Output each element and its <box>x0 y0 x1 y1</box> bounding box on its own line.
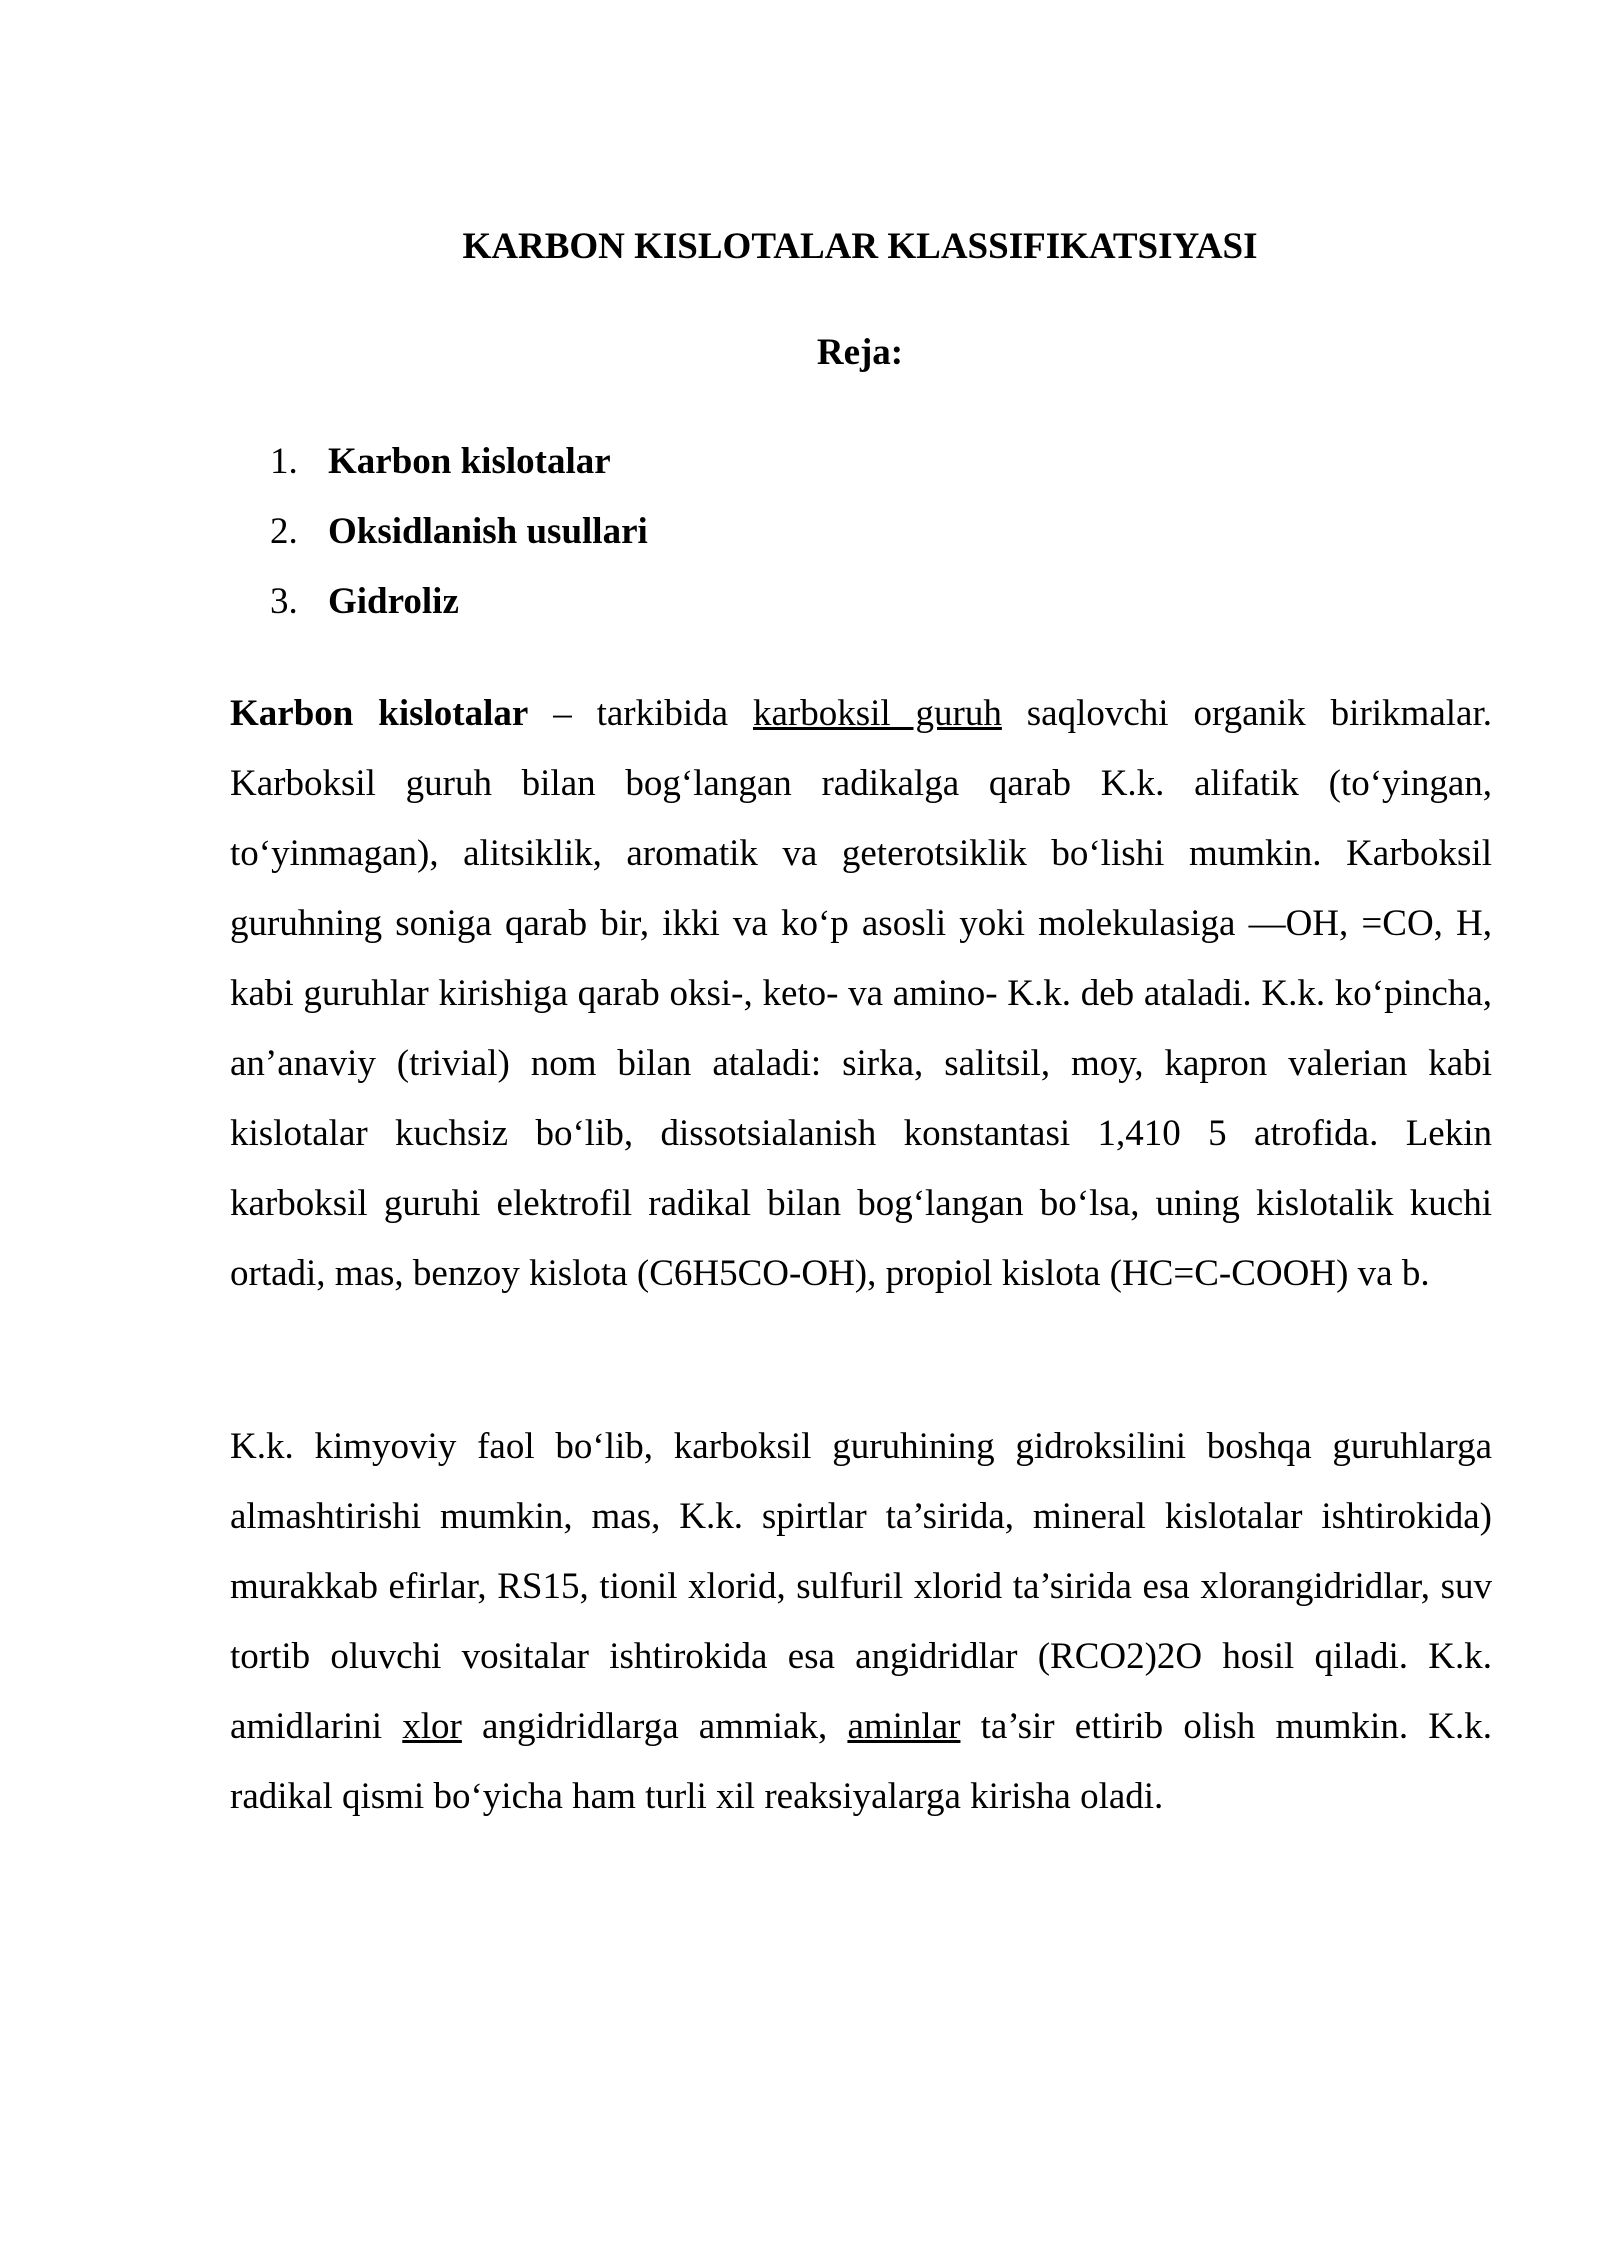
plan-item-label: Karbon kislotalar <box>328 441 611 482</box>
link-karboksil-guruh[interactable]: karboksil guruh <box>752 693 1002 734</box>
paragraph-text: angidridlarga ammiak, <box>461 1706 848 1747</box>
plan-list <box>270 427 648 637</box>
plan-item-label: Oksidlanish usullari <box>328 511 648 552</box>
paragraph-text: saqlovchi organik birikmalar. Karboksil guruh bilan bog‘langan radikalga qarab K.k. alifatik (to‘yingan, to‘yinmagan), alitsiklik, aromatik va geterotsiklik bo‘lishi mumkin. Karboksil guruhning soniga qarab bir, ikki va ko‘p asosli yoki molekulasiga —OH, =CO, H, kabi guruhlar kirishiga qarab oksi-, keto- va amino- K.k. deb ataladi. K.k. ko‘pincha, an’anaviy (trivial) nom bilan ataladi: sirka, salitsil, moy, kapron valerian kabi kislotalar kuchsiz bo‘lib, dissotsialanish konstantasi 1,410 5 atrofida. Lekin karboksil guruhi elektrofil radikal bilan bog‘langan bo‘lsa, uning kislotalik kuchi ortadi, mas, benzoy kislota (C6H5CO-OH), propiol kislota (HC=C-COOH) va b. <box>230 693 1492 1294</box>
paragraph-text: – tarkibida <box>528 693 753 734</box>
paragraph-reactions <box>230 1412 1492 1832</box>
plan-item-number: 1. <box>270 441 298 482</box>
page-title: KARBON KISLOTALAR KLASSIFIKATSIYASI <box>462 226 1258 267</box>
paragraph-text: K.k. kimyoviy faol bo‘lib, karboksil guruhining gidroksilini boshqa guruhlarga almashtirishi mumkin, mas, K.k. spirtlar ta’sirida, mineral kislotalar ishtirokida) murakkab efirlar, RS15, tionil xlorid, sulfuril xlorid ta’sirida esa xlorangidridlar, suv tortib oluvchi vositalar ishtirokida esa angidridlar (RCO2)2O hosil qiladi. K.k. amidlarini <box>230 1426 1492 1747</box>
plan-item-number: 3. <box>270 581 298 622</box>
plan-item-karbon-kislotalar <box>270 427 648 497</box>
plan-item-oksidlanish-usullari <box>270 497 648 567</box>
term-karbon-kislotalar: Karbon kislotalar <box>230 693 529 734</box>
plan-heading: Reja: <box>816 332 904 373</box>
plan-item-number: 2. <box>270 511 298 552</box>
link-aminlar[interactable]: aminlar <box>847 1706 961 1747</box>
plan-item-gidroliz <box>270 567 648 637</box>
paragraph-definition <box>230 679 1492 1309</box>
plan-item-label: Gidroliz <box>328 581 459 622</box>
paragraph-text: ta’sir ettirib olish mumkin. K.k. radikal qismi bo‘yicha ham turli xil reaksiyalarga kirisha oladi. <box>230 1706 1492 1817</box>
link-xlor[interactable]: xlor <box>402 1706 462 1747</box>
